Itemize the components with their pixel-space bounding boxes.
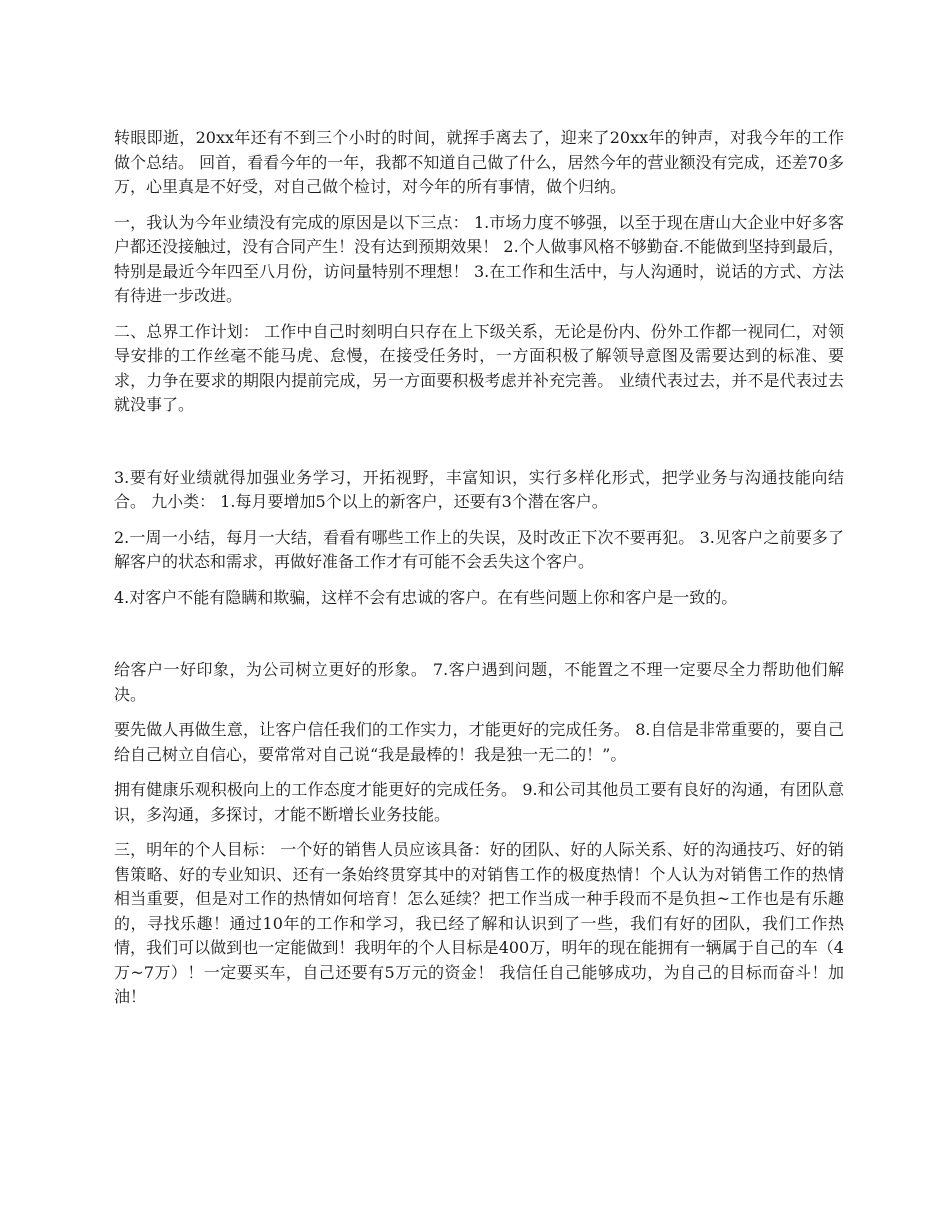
paragraph-work-plan: 二、总界工作计划： 工作中自己时刻明白只存在上下级关系，无论是份内、份外工作都一视同仁，对领导安排的工作丝毫不能马虎、怠慢，在接受任务时，一方面积极了解领导意图及需要达到的标准、要求，力争在要求的期限内提前完成，另一方面要积极考虑并补充完善。 业绩代表过去，并不是代表过去就没事了。	[114, 321, 844, 414]
paragraph-gap	[114, 767, 844, 778]
paragraph-reasons: 一，我认为今年业绩没有完成的原因是以下三点： 1.市场力度不够强，以至于现在唐山大企业中好多客户都还没接触过，没有合同产生！没有达到预期效果！ 2.个人做事风格不够勤奋.不能做到坚持到最后，特别是最近今年四至八月份，访问量特别不理想！ 3.在工作和生活中，与人沟通时，说话的方式、方法有待进一步改进。	[114, 212, 844, 305]
paragraph-weekly-summary: 2.一周一小结，每月一大结，看看有哪些工作上的失误，及时改正下次不要再犯。 3.见客户之前要多了解客户的状态和需求，再做好准备工作才有可能不会丢失这个客户。	[114, 527, 844, 571]
paragraph-gap	[114, 707, 844, 718]
section-gap	[114, 418, 844, 466]
paragraph-gap	[114, 309, 844, 320]
paragraph-gap	[114, 827, 844, 838]
section-gap	[114, 610, 844, 658]
paragraph-learning: 3.要有好业绩就得加强业务学习，开拓视野，丰富知识，实行多样化形式，把学业务与沟通技能向结合。 九小类： 1.每月要增加5个以上的新客户，还要有3个潜在客户。	[114, 467, 844, 511]
paragraph-gap	[114, 200, 844, 211]
paragraph-next-year-goals: 三，明年的个人目标： 一个好的销售人员应该具备：好的团队、好的人际关系、好的沟通技巧、好的销售策略、好的专业知识、还有一条始终贯穿其中的对销售工作的极度热情！个人认为对销售工作的热情相当重要，但是对工作的热情如何培育！怎么延续？把工作当成一种手段而不是负担~工作也是有乐趣的，寻找乐趣！通过10年的工作和学习，我已经了解和认识到了一些，我们有好的团队，我们工作热情，我们可以做到也一定能做到！我明年的个人目标是400万，明年的现在能拥有一辆属于自己的车（4万~7万）！一定要买车，自己还要有5万元的资金！ 我信任自己能够成功，为自己的目标而奋斗！加油！	[114, 840, 844, 1006]
paragraph-attitude: 拥有健康乐观积极向上的工作态度才能更好的完成任务。 9.和公司其他员工要有良好的沟通，有团队意识，多沟通，多探讨，才能不断增长业务技能。	[114, 780, 844, 824]
paragraph-honesty: 4.对客户不能有隐瞒和欺骗，这样不会有忠诚的客户。在有些问题上你和客户是一致的。	[114, 587, 738, 607]
paragraph-gap	[114, 515, 844, 526]
paragraph-gap	[114, 575, 844, 586]
document-body	[114, 126, 844, 1010]
paragraph-intro: 转眼即逝，20xx年还有不到三个小时的时间，就挥手离去了，迎来了20xx年的钟声，对我今年的工作做个总结。 回首，看看今年的一年，我都不知道自己做了什么，居然今年的营业额没有完成，还差70多万，心里真是不好受，对自己做个检讨，对今年的所有事情，做个归纳。	[114, 128, 844, 196]
paragraph-impression: 给客户一好印象，为公司树立更好的形象。 7.客户遇到问题，不能置之不理一定要尽全力帮助他们解决。	[114, 660, 844, 704]
paragraph-confidence: 要先做人再做生意，让客户信任我们的工作实力，才能更好的完成任务。 8.自信是非常重要的，要自己给自己树立自信心，要常常对自己说“我是最棒的！我是独一无二的！”。	[114, 720, 844, 764]
